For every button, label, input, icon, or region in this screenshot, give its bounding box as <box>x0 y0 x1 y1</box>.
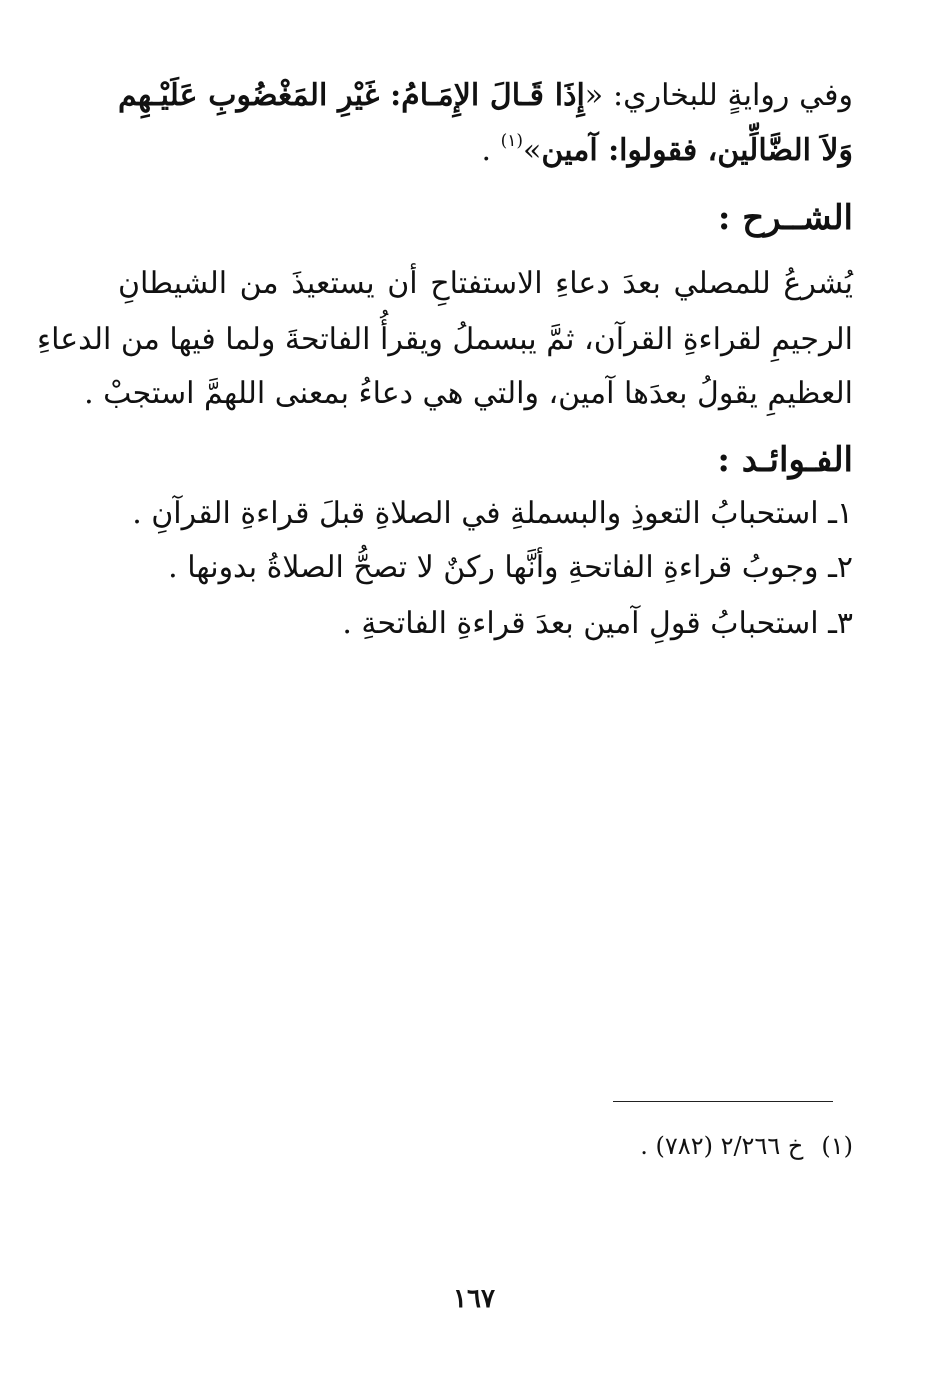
hadith-close-quote: » <box>523 133 542 168</box>
fawaid-item-1: ١ـ استحبابُ التعوذِ والبسملةِ في الصلاةِ قبلَ قراءةِ القرآنِ . <box>132 496 853 531</box>
page-number: ١٦٧ <box>453 1284 495 1314</box>
hadith-quote-part-2: وَلاَ الضَّالِّين، فقولوا: آمين <box>541 133 853 168</box>
hadith-line-1 <box>118 74 853 118</box>
sharh-line-3: العظيمِ يقولُ بعدَها آمين، والتي هي دعاءُ بمعنى اللهمَّ استجبْ . <box>84 376 853 411</box>
sharh-line-1: يُشرعُ للمصلي بعدَ دعاءِ الاستفتاحِ أن يستعيذَ من الشيطانِ <box>118 266 853 301</box>
fawaid-item-2: ٢ـ وجوبُ قراءةِ الفاتحةِ وأنَّها ركنٌ لا تصحُّ الصلاةُ بدونها . <box>168 550 853 585</box>
footnote-text: خ ٢/٢٦٦ (٧٨٢) . <box>640 1132 804 1160</box>
sharh-heading: الشــرح : <box>717 198 853 238</box>
fawaid-item-3: ٣ـ استحبابُ قولِ آمين بعدَ قراءةِ الفاتحةِ . <box>342 606 853 641</box>
footnote-marker: (١) <box>500 131 523 151</box>
sharh-line-2: الرجيمِ لقراءةِ القرآن، ثمَّ يبسملُ ويقرأُ الفاتحةَ ولما فيها من الدعاءِ <box>36 322 853 357</box>
hadith-line-2 <box>482 129 854 173</box>
hadith-intro: وفي روايةٍ للبخاري: « <box>584 78 853 113</box>
footnote-separator <box>613 1101 833 1102</box>
hadith-quote-part-1: إِذَا قَـالَ الإِمَـامُ: غَيْرِ المَغْضُوبِ عَلَيْـهِم <box>118 78 585 113</box>
footnote <box>640 1128 853 1164</box>
hadith-line-end: . <box>481 133 501 168</box>
footnote-number: (١) <box>821 1132 853 1160</box>
fawaid-heading: الفـوائـد : <box>717 440 853 480</box>
